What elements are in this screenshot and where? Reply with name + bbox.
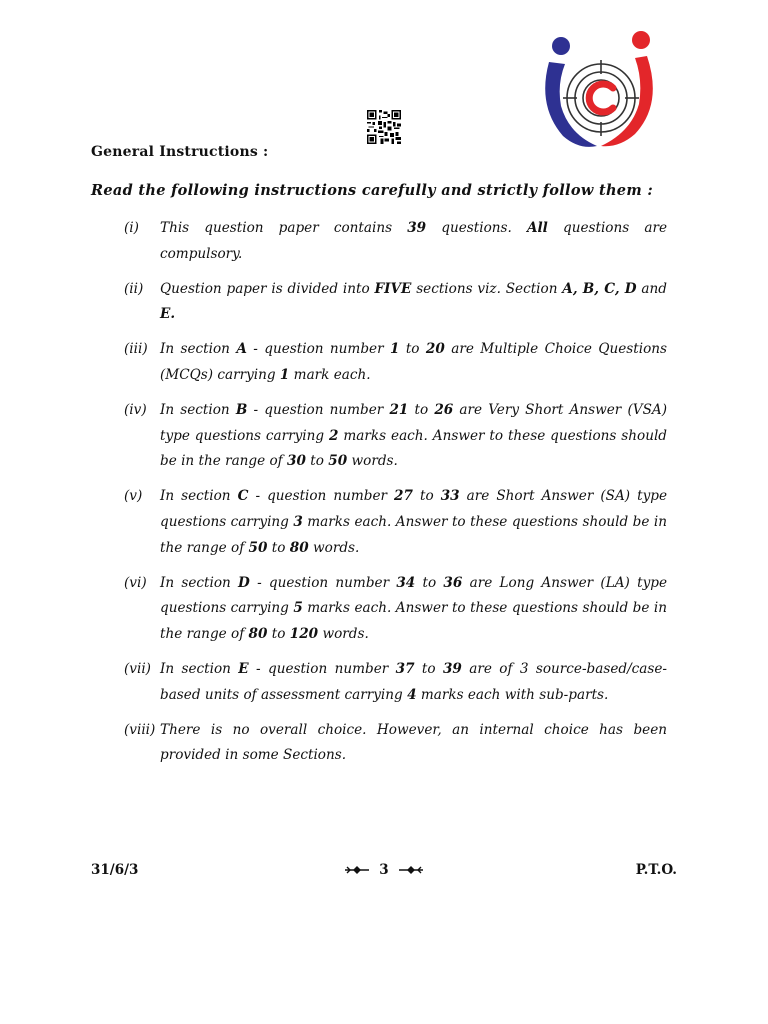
emphasis-text: 36 [443, 574, 463, 591]
emphasis-text: 1 [279, 366, 290, 383]
emphasis-text: 30 [287, 453, 306, 470]
emphasis-text: 50 [328, 453, 348, 470]
instruction-item [124, 571, 667, 648]
emphasis-text: 20 [425, 341, 445, 358]
instruction-text [160, 657, 667, 708]
emphasis-text: A, B, C, D [562, 280, 637, 297]
emphasis-text: 21 [389, 402, 409, 419]
instruction-text-part: are Multiple Choice Questions (MCQs) carrying [160, 341, 667, 383]
emphasis-text: 80 [248, 625, 268, 642]
instruction-text-part: - question number [249, 574, 397, 591]
instruction-text-part: words. [318, 625, 369, 642]
emphasis-text: 4 [407, 686, 417, 703]
instruction-number: (vii) [124, 660, 151, 677]
instruction-text-part: to [414, 660, 443, 677]
instruction-number: (vi) [124, 574, 147, 591]
instruction-text-part: - question number [247, 402, 390, 419]
instruction-text-part: marks each. Answer to these questions should be in the range of [160, 513, 667, 556]
instruction-text-part: This question paper contains [160, 220, 408, 236]
instruction-text-part: sections viz. Section [411, 280, 563, 297]
instruction-text-part: marks each with sub-parts. [416, 686, 609, 703]
emphasis-text: 50 [248, 539, 268, 556]
instruction-text-part: and [636, 280, 667, 297]
instruction-item [124, 398, 667, 475]
instruction-text-part: to [399, 341, 426, 358]
instruction-text [160, 484, 667, 561]
page-number: 3 [379, 862, 389, 878]
emphasis-text: 80 [289, 539, 309, 556]
instruction-item [124, 277, 667, 328]
emphasis-text: A [236, 341, 247, 358]
emphasis-text: 5 [293, 600, 303, 617]
instruction-text-part: are of 3 source-based/case-based units of assessment carrying [160, 660, 668, 703]
instruction-text-part: are Very Short Answer (VSA) type questions carrying [160, 402, 667, 444]
instruction-number: (viii) [124, 721, 156, 738]
instruction-text-part: to [408, 402, 435, 419]
instruction-item [124, 657, 667, 708]
instruction-text [160, 277, 667, 328]
instruction-text-part: to [305, 453, 329, 470]
instruction-number: (iii) [124, 341, 148, 358]
instruction-text-part: In section [160, 660, 239, 677]
instruction-number: (ii) [124, 280, 144, 297]
emphasis-text: 39 [407, 220, 427, 236]
emphasis-text: 34 [396, 574, 416, 591]
instruction-item [124, 216, 667, 267]
emphasis-text: E [238, 660, 249, 677]
instructions-subheading: Read the following instructions carefully and strictly follow them : [91, 182, 653, 199]
instruction-item [124, 718, 667, 769]
paper-code: 31/6/3 [91, 862, 139, 878]
instruction-text-part: are Short Answer (SA) type questions carrying [160, 488, 668, 530]
instruction-item [124, 484, 667, 561]
emphasis-text: 120 [289, 625, 319, 642]
emphasis-text: B [235, 402, 248, 419]
instruction-text-part: In section [160, 341, 237, 358]
emphasis-text: FIVE [374, 280, 412, 297]
instruction-item [124, 337, 667, 388]
ornament-left-icon [345, 865, 369, 875]
instruction-number: (v) [124, 488, 143, 505]
logo-letter-c [589, 84, 613, 112]
instruction-text-part: There is no overall choice. However, an internal choice has been provided in some Sections. [160, 721, 667, 764]
emphasis-text: C [237, 488, 249, 505]
instruction-text [160, 571, 667, 648]
emphasis-text: E. [160, 306, 176, 323]
emphasis-text: 39 [442, 660, 462, 677]
instruction-text-part: to [412, 488, 441, 505]
emphasis-text: 27 [394, 488, 413, 505]
emphasis-text: D [238, 574, 250, 591]
instruction-text-part: words. [308, 539, 360, 556]
instruction-text-part: to [267, 625, 290, 642]
emphasis-text: All [526, 220, 548, 236]
instruction-text [160, 398, 667, 475]
instruction-text [160, 337, 667, 388]
instruction-text-part: questions. [426, 220, 527, 236]
pto-label: P.T.O. [635, 862, 677, 878]
ornament-right-icon [399, 865, 423, 875]
emphasis-text: 33 [440, 488, 460, 505]
instruction-text-part: In section [160, 574, 239, 591]
instruction-number: (iv) [124, 402, 147, 419]
instruction-text-part: Question paper is divided into [160, 280, 375, 297]
emphasis-text: 26 [434, 402, 454, 419]
instruction-text-part: - question number [246, 341, 390, 358]
instruction-text-part: marks each. Answer to these questions should be in the range of [160, 600, 667, 642]
general-instructions-heading: General Instructions : [91, 144, 269, 160]
instruction-text-part: words. [347, 453, 398, 470]
instruction-text-part: mark each. [289, 366, 371, 383]
instruction-text [160, 718, 667, 769]
emphasis-text: 37 [395, 660, 415, 677]
logo-icon [535, 26, 665, 150]
emphasis-text: 3 [293, 513, 303, 530]
instruction-text [160, 216, 667, 267]
instructions-list [124, 216, 667, 778]
instruction-text-part: to [415, 574, 444, 591]
instruction-number: (i) [124, 220, 139, 236]
instruction-text-part: questions are compulsory. [160, 220, 668, 262]
emphasis-text: 1 [389, 341, 400, 358]
qr-code-icon [367, 110, 401, 144]
instruction-text-part: In section [160, 402, 236, 419]
instruction-text-part: marks each. Answer to these questions should be in the range of [160, 427, 667, 470]
instruction-text-part: In section [160, 488, 238, 505]
instruction-text-part: - question number [248, 488, 395, 505]
instruction-text-part: - question number [248, 660, 396, 677]
emphasis-text: 2 [329, 427, 339, 444]
instruction-text-part: to [267, 539, 290, 556]
instruction-text-part: are Long Answer (LA) type questions carrying [160, 574, 668, 617]
